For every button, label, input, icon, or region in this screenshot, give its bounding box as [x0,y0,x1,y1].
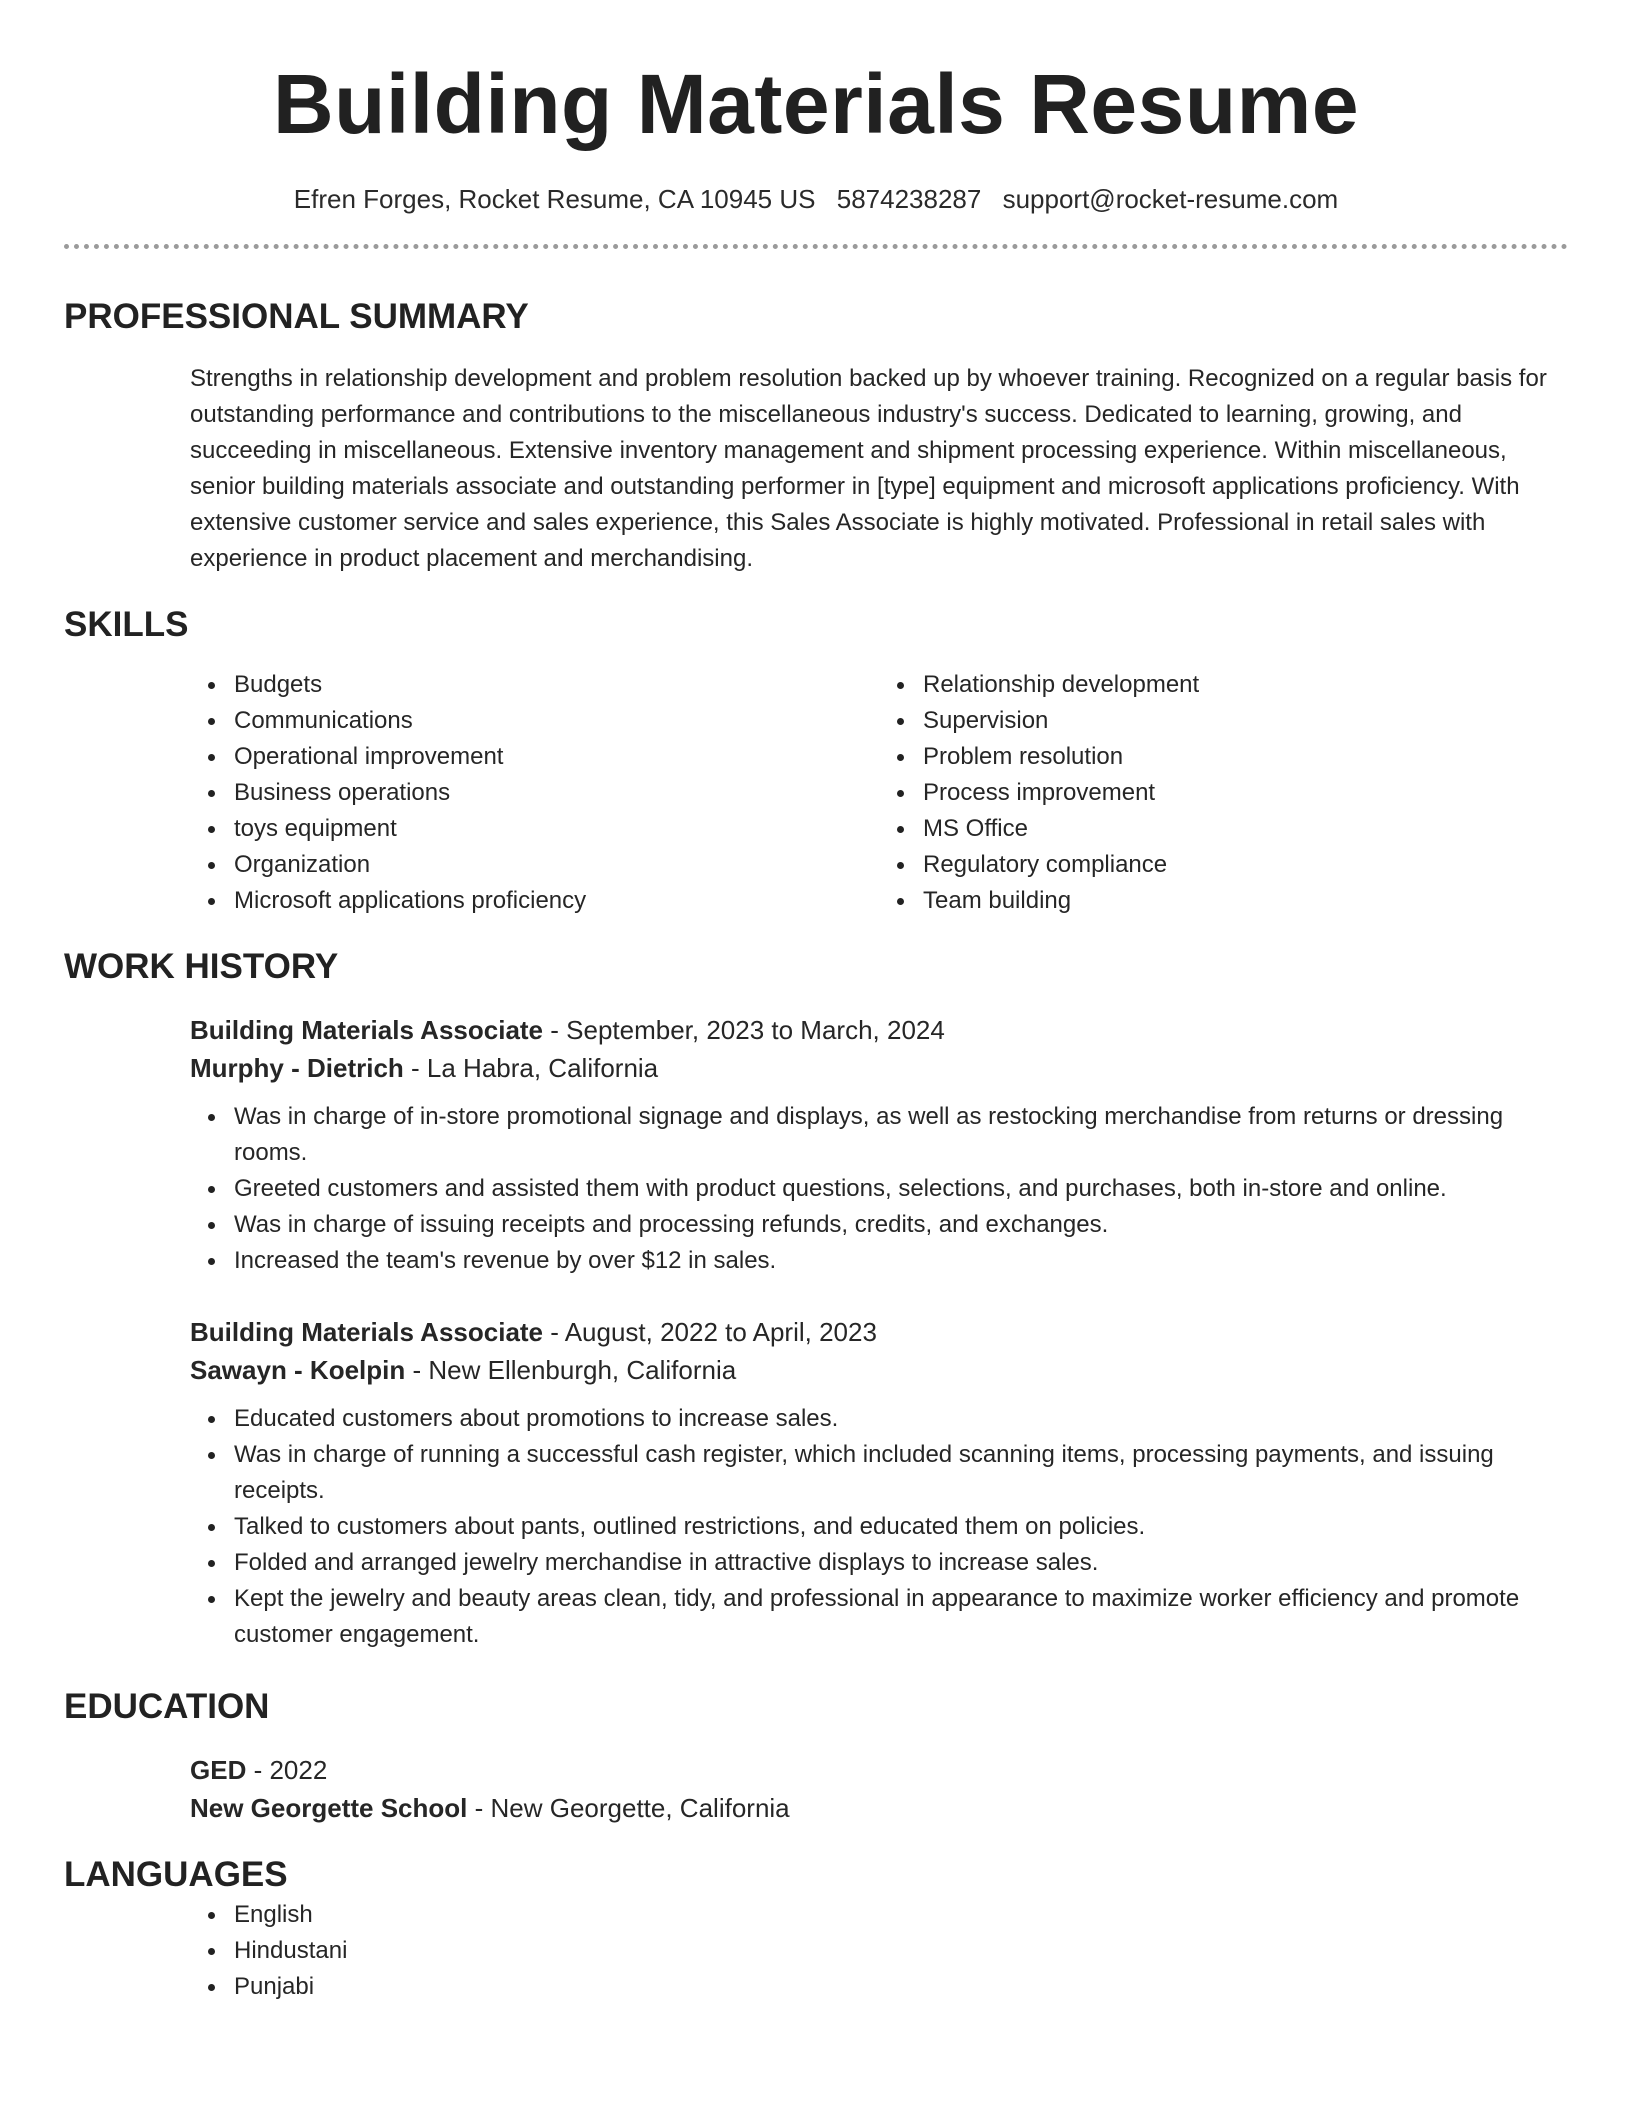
skill-item: toys equipment [234,811,879,847]
job-company: Murphy - Dietrich [190,1053,404,1083]
skills-left-column [190,667,879,919]
contact-address: Efren Forges, Rocket Resume, CA 10945 US [293,184,816,214]
job-bullet: Was in charge of issuing receipts and processing refunds, credits, and exchanges. [234,1207,1568,1243]
job-company-line [190,1049,1568,1087]
job-bullet: Greeted customers and assisted them with product questions, selections, and purchases, both in-store and online. [234,1171,1568,1207]
skill-item: Regulatory compliance [923,847,1568,883]
contact-phone: 5874238287 [836,184,982,214]
resume-title: Building Materials Resume [272,57,1360,151]
job-company: Sawayn - Koelpin [190,1355,406,1385]
summary-text: Strengths in relationship development and problem resolution backed up by whoever training. Recognized on a regular basis for outstanding performance and contributions to the miscellaneous industry's success. Dedicated to learning, growing, and succeeding in miscellaneous. Extensive inventory management and shipment processing experience. Within miscellaneous, senior building materials associate and outstanding performer in [type] equipment and microsoft applications proficiency. With extensive customer service and sales experience, this Sales Associate is highly motivated. Professional in retail sales with experience in product placement and merchandising. [190,365,1547,572]
skill-item: Problem resolution [923,739,1568,775]
skill-item: Communications [234,703,879,739]
language-item: Hindustani [234,1933,1568,1969]
job-title-line [190,1313,1568,1351]
job-bullet: Increased the team's revenue by over $12 in sales. [234,1243,1568,1279]
work-history-heading: WORK HISTORY [64,947,339,986]
skills-heading: SKILLS [64,605,189,644]
education-year: - 2022 [246,1755,328,1785]
job-bullet: Talked to customers about pants, outlined restrictions, and educated them on policies. [234,1509,1568,1545]
skill-item: Team building [923,883,1568,919]
education-school: New Georgette School [190,1793,468,1823]
job-bullet: Was in charge of in-store promotional signage and displays, as well as restocking merchandise from returns or dressing rooms. [234,1099,1568,1171]
languages-section [64,1897,1568,2005]
skill-item: Budgets [234,667,879,703]
language-item: Punjabi [234,1969,1568,2005]
job-bullet: Educated customers about promotions to increase sales. [234,1401,1568,1437]
job-title: Building Materials Associate [190,1317,544,1347]
contact-line [64,182,1568,216]
job-bullet: Kept the jewelry and beauty areas clean, tidy, and professional in appearance to maximize worker efficiency and promote customer engagement. [234,1581,1568,1653]
education-degree: GED [190,1755,247,1785]
skill-item: Supervision [923,703,1568,739]
skill-item: Relationship development [923,667,1568,703]
skill-item: Microsoft applications proficiency [234,883,879,919]
skills-right-column [879,667,1568,919]
education-location: - New Georgette, California [467,1793,790,1823]
languages-list [190,1897,1568,2005]
education-school-line [190,1789,1568,1827]
education-heading: EDUCATION [64,1687,270,1726]
work-history-section [64,1011,1568,1653]
summary-heading: PROFESSIONAL SUMMARY [64,297,529,336]
job-bullets [190,1401,1568,1653]
language-item: English [234,1897,1568,1933]
skills-section [64,667,1568,919]
skill-item: MS Office [923,811,1568,847]
job-title-line [190,1011,1568,1049]
job-location: - New Ellenburgh, California [405,1355,737,1385]
header-divider [64,244,1568,249]
contact-email: support@rocket-resume.com [1002,184,1339,214]
job-bullet: Folded and arranged jewelry merchandise in attractive displays to increase sales. [234,1545,1568,1581]
job-location: - La Habra, California [403,1053,659,1083]
skill-item: Organization [234,847,879,883]
job-dates: - September, 2023 to March, 2024 [543,1015,945,1045]
skills-grid [190,667,1568,919]
job-title: Building Materials Associate [190,1015,544,1045]
job-bullets [190,1099,1568,1279]
education-section [64,1751,1568,1827]
skill-item: Business operations [234,775,879,811]
skill-item: Operational improvement [234,739,879,775]
job-company-line [190,1351,1568,1389]
job-dates: - August, 2022 to April, 2023 [543,1317,877,1347]
languages-heading: LANGUAGES [64,1855,288,1894]
job-bullet: Was in charge of running a successful cash register, which included scanning items, processing payments, and issuing receipts. [234,1437,1568,1509]
education-degree-line [190,1751,1568,1789]
job-entry [190,1011,1568,1279]
skill-item: Process improvement [923,775,1568,811]
job-entry [190,1313,1568,1653]
